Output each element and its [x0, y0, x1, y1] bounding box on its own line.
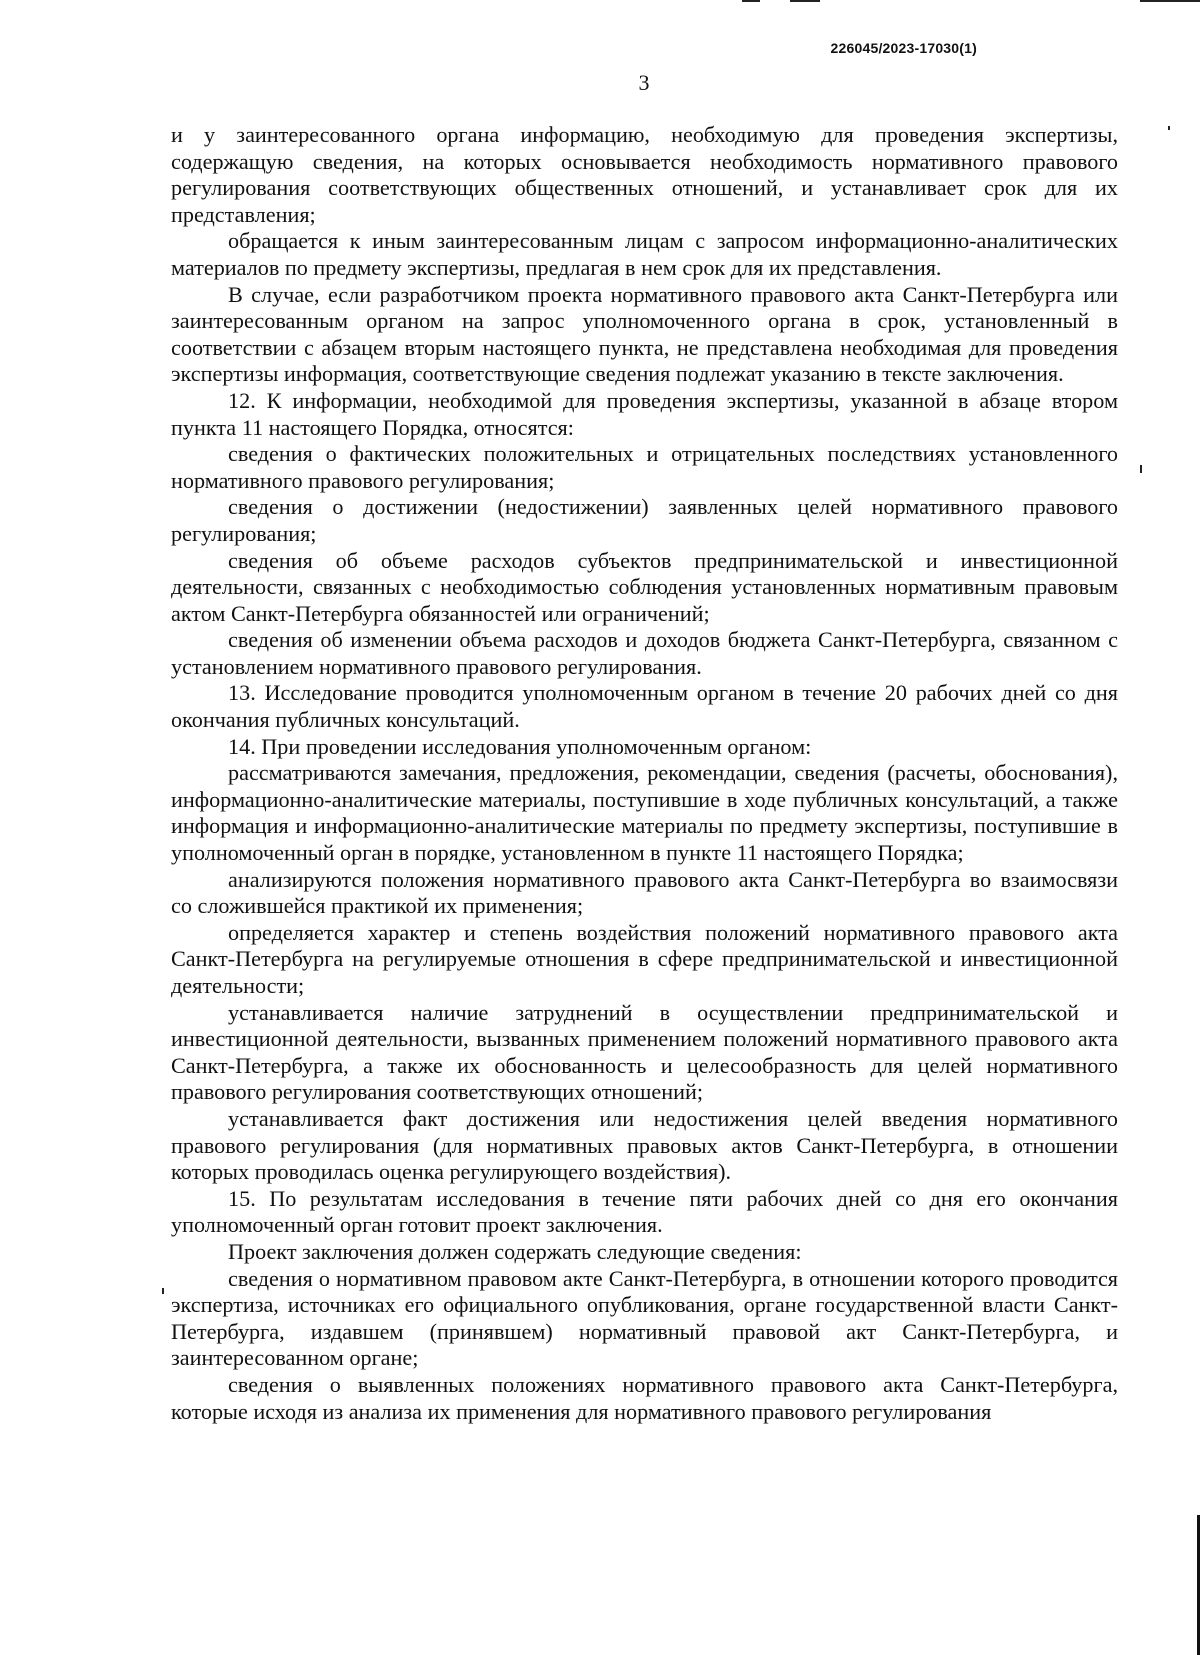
paragraph: анализируются положения нормативного правового акта Санкт-Петербурга во взаимосвязи со сложившейся практикой их применения;: [171, 866, 1118, 919]
scan-speck: [162, 1288, 164, 1294]
paragraph: 13. Исследование проводится уполномоченным органом в течение 20 рабочих дней со дня окончания публичных консультаций.: [171, 680, 1118, 733]
paragraph: определяется характер и степень воздействия положений нормативного правового акта Санкт-Петербурга на регулируемые отношения в сфере предпринимательской и инвестиционной деятельности;: [171, 919, 1118, 998]
paragraph: Проект заключения должен содержать следующие сведения:: [228, 1238, 802, 1264]
scan-edge-mark: [790, 0, 820, 2]
paragraph: 12. К информации, необходимой для проведения экспертизы, указанной в абзаце втором пункта 11 настоящего Порядка, относятся:: [171, 387, 1118, 440]
scan-edge-mark: [742, 0, 760, 2]
paragraph: 15. По результатам исследования в течение пяти рабочих дней со дня его окончания уполномоченный орган готовит проект заключения.: [171, 1185, 1118, 1238]
paragraph: обращается к иным заинтересованным лицам с запросом информационно-аналитических материалов по предмету экспертизы, предлагая в нем срок для их представления.: [171, 228, 1118, 280]
paragraph: сведения о достижении (недостижении) заявленных целей нормативного правового регулирования;: [171, 494, 1118, 546]
paragraph: 14. При проведении исследования уполномоченным органом:: [228, 733, 812, 759]
document-body: [171, 122, 1118, 1425]
scan-speck: [1168, 126, 1170, 130]
page-number: 3: [638, 70, 650, 95]
scan-edge-mark: [1140, 0, 1200, 2]
scan-speck: [1140, 465, 1142, 473]
paragraph: сведения о выявленных положениях нормативного правового акта Санкт-Петербурга, которые исходя из анализа их применения для нормативного правового регулирования: [171, 1371, 1118, 1424]
paragraph: и у заинтересованного органа информацию, необходимую для проведения экспертизы, содержащую сведения, на которых основывается необходимость нормативного правового регулирования соответствующих общественных отношений, и устанавливает срок для их представления;: [171, 122, 1118, 227]
paragraph: сведения о нормативном правовом акте Санкт-Петербурга, в отношении которого проводится экспертиза, источниках его официального опубликования, органе государственной власти Санкт-Петербурга, издавшем (принявшем) нормативный правовой акт Санкт-Петербурга, и заинтересованном органе;: [171, 1265, 1118, 1371]
paragraph: сведения об объеме расходов субъектов предпринимательской и инвестиционной деятельности, связанных с необходимостью соблюдения установленных нормативным правовым актом Санкт-Петербурга обязанностей или ограничений;: [171, 547, 1118, 626]
paragraph: В случае, если разработчиком проекта нормативного правового акта Санкт-Петербурга или заинтересованным органом на запрос уполномоченного органа в срок, установленный в соответствии с абзацем вторым настоящего пункта, не представлена необходимая для проведения экспертизы информация, соответствующие сведения подлежат указанию в тексте заключения.: [171, 281, 1118, 387]
paragraph: сведения об изменении объема расходов и доходов бюджета Санкт-Петербурга, связанном с установлением нормативного правового регулирования.: [171, 627, 1118, 679]
document-registration-number: 226045/2023-17030(1): [830, 40, 977, 56]
paragraph: рассматриваются замечания, предложения, рекомендации, сведения (расчеты, обоснования), информационно-аналитические материалы, поступившие в ходе публичных консультаций, а также информация и информационно-аналитические материалы по предмету экспертизы, поступившие в уполномоченный орган в порядке, установленном в пункте 11 настоящего Порядка;: [171, 760, 1118, 866]
paragraph: устанавливается наличие затруднений в осуществлении предпринимательской и инвестиционной деятельности, вызванных применением положений нормативного правового акта Санкт-Петербурга, а также их обоснованность и целесообразность для целей нормативного правового регулирования соответствующих отношений;: [171, 999, 1118, 1105]
paragraph: устанавливается факт достижения или недостижения целей введения нормативного правового регулирования (для нормативных правовых актов Санкт-Петербурга, в отношении которых проводилась оценка регулирующего воздействия).: [171, 1105, 1118, 1185]
paragraph: сведения о фактических положительных и отрицательных последствиях установленного нормативного правового регулирования;: [171, 441, 1118, 493]
